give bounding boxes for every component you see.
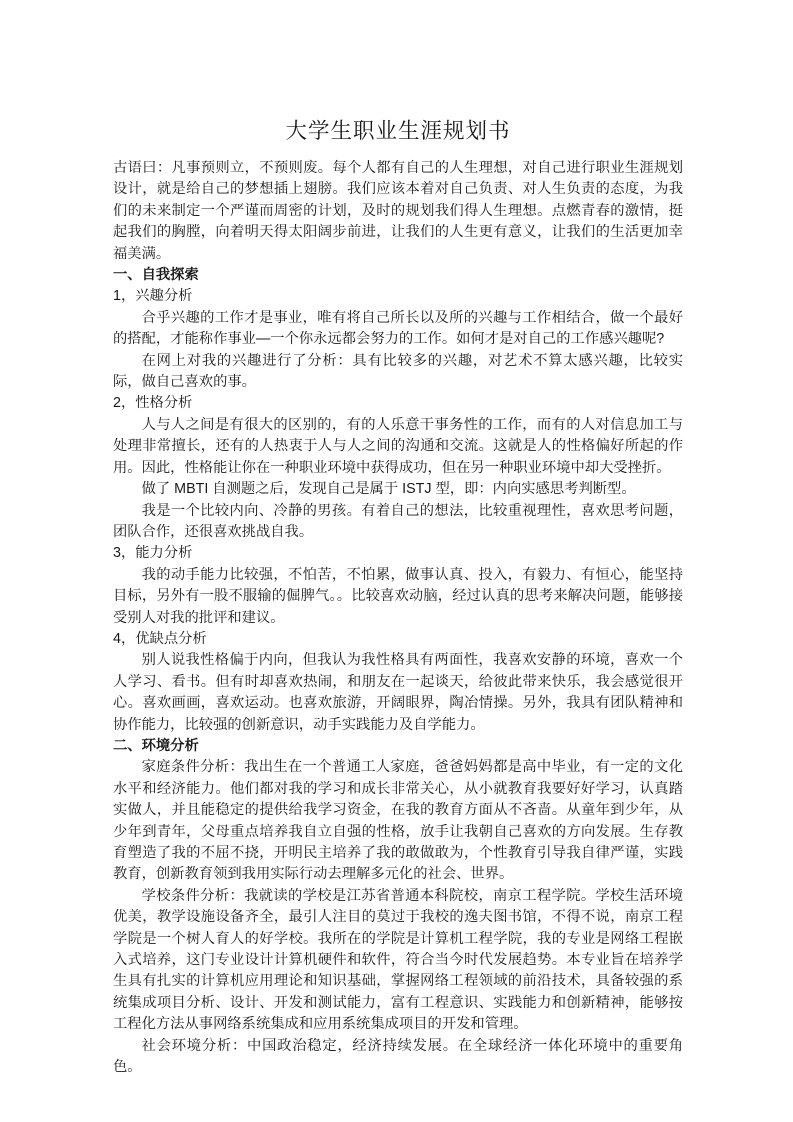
paragraph-interest-2: 在网上对我的兴趣进行了分析：具有比较多的兴趣，对艺术不算太感兴趣，比较实际，做自己喜欢的事。 [113,352,683,391]
sub-heading-interest-analysis: 1，兴趣分析 [113,288,193,305]
paragraph-ability: 我的动手能力比较强，不怕苦，不怕累，做事认真、投入，有毅力、有恒心，能坚持目标，另外有一股不服输的倔脾气。。比较喜欢动脑，经过认真的思考来解决问题，能够接受别人对我的批评和建议。 [113,566,683,626]
paragraph-personality-1: 人与人之间是有很大的区别的，有的人乐意干事务性的工作，而有的人对信息加工与处理非常擅长，还有的人热衷于人与人之间的沟通和交流。这就是人的性格偏好所起的作用。因此，性格能让你在一种职业环境中获得成功，但在另一种职业环境中却大受挫折。 [113,416,683,476]
sub-heading-strengths-weaknesses: 4，优缺点分析 [113,630,207,647]
section-heading-self-exploration: 一、自我探索 [113,267,199,284]
paragraph-strengths-weaknesses: 别人说我性格偏于内向，但我认为我性格具有两面性，我喜欢安静的环境，喜欢一个人学习、看书。但有时却喜欢热闹，和朋友在一起谈天，给彼此带来快乐，我会感觉很开心。喜欢画画，喜欢运动。也喜欢旅游，开阔眼界，陶冶情操。另外，我具有团队精神和协作能力，比较强的创新意识，动手实践能力及自学能力。 [113,652,683,733]
doc-title: 大学生职业生涯规划书 [285,119,511,143]
paragraph-personality-2: 做了 MBTI 自测题之后，发现自己是属于 ISTJ 型，即：内向实感思考判断型。 [141,481,636,498]
paragraph-social-environment: 社会环境分析：中国政治稳定，经济持续发展。在全球经济一体化环境中的重要角色。 [113,1037,683,1076]
sub-heading-personality-analysis: 2，性格分析 [113,395,193,412]
sub-heading-ability-analysis: 3，能力分析 [113,545,193,562]
paragraph-school-conditions: 学校条件分析：我就读的学校是江苏省普通本科院校，南京工程学院。学校生活环境优美，教学设施设备齐全，最引人注目的莫过于我校的逸夫图书馆，不得不说，南京工程学院是一个树人育人的好学校。我所在的学院是计算机工程学院，我的专业是网络工程嵌入式培养，这门专业设计计算机硬件和软件，符合当今时代发展趋势。本专业旨在培养学生具有扎实的计算机应用理论和知识基础，掌握网络工程领域的前沿技术，具备较强的系统集成项目分析、设计、开发和测试能力，富有工程意识、实践能力和创新精神，能够按工程化方法从事网络系统集成和应用系统集成项目的开发和管理。 [113,887,683,1033]
paragraph-interest-1: 合乎兴趣的工作才是事业，唯有将自己所长以及所的兴趣与工作相结合，做一个最好的搭配，才能称作事业—一个你永远都会努力的工作。如何才是对自己的工作感兴趣呢? [113,309,683,348]
section-heading-environment-analysis: 二、环境分析 [113,737,199,754]
paragraph-personality-3: 我是一个比较内向、冷静的男孩。有着自己的想法，比较重视理性，喜欢思考问题，团队合作，还很喜欢挑战自我。 [113,502,683,540]
intro-paragraph: 古语曰：凡事预则立，不预则废。每个人都有自己的人生理想，对自己进行职业生涯规划设计，就是给自己的梦想插上翅膀。我们应该本着对自己负责、对人生负责的态度，为我们的未来制定一个严谨而周密的计划，及时的规划我们得人生理想。点燃青春的激情，挺起我们的胸膛，向着明天得太阳阔步前进，让我们的人生更有意义，让我们的生活更加幸福美满。 [113,160,683,262]
paragraph-family-conditions: 家庭条件分析：我出生在一个普通工人家庭，爸爸妈妈都是高中毕业，有一定的文化水平和经济能力。他们都对我的学习和成长非常关心，从小就教育我要好好学习，认真踏实做人，并且能稳定的提供给我学习资金，在我的教育方面从不吝啬。从童年到少年，从少年到青年，父母重点培养我自立自强的性格，放手让我朝自己喜欢的方向发展。生存教育塑造了我的不屈不挠，开明民主培养了我的敢做敢为，个性教育引导我自律严谨，实践教育，创新教育领到我用实际行动去理解多元化的社会、世界。 [113,759,683,883]
